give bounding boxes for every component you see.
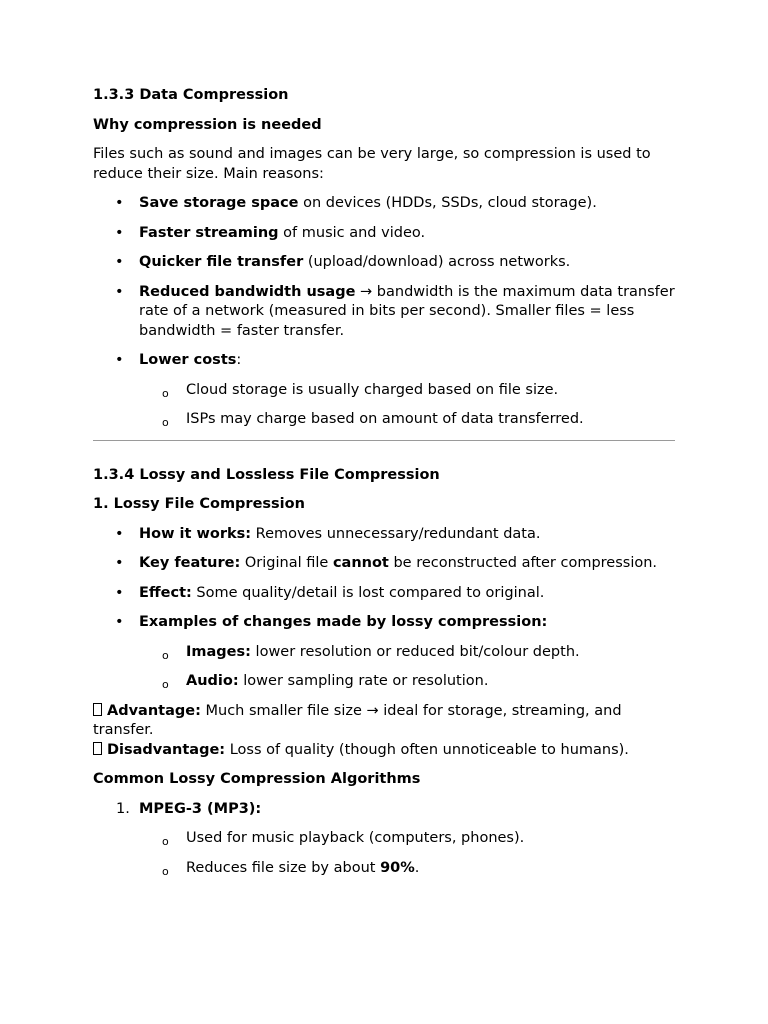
bullet-marker: • xyxy=(115,555,124,571)
bullet-marker: • xyxy=(115,614,124,630)
list-item xyxy=(93,253,675,273)
reason-title: Reduced bandwidth usage xyxy=(139,283,356,300)
subheading-algorithms: Common Lossy Compression Algorithms xyxy=(93,771,421,787)
bullet-marker: • xyxy=(115,254,124,270)
section-heading-lossy-lossless: 1.3.4 Lossy and Lossless File Compression xyxy=(93,466,440,483)
reason-text: on devices (HDDs, SSDs, cloud storage). xyxy=(298,195,597,211)
bullet-marker: • xyxy=(115,525,124,542)
sub-list-item xyxy=(93,381,675,401)
point-text: Some quality/detail is lost compared to original. xyxy=(191,584,545,601)
list-item xyxy=(93,283,675,342)
sub-list-item xyxy=(93,410,675,430)
list-item xyxy=(93,351,675,371)
list-item xyxy=(93,194,675,214)
mp3-point-tail: . xyxy=(414,859,420,876)
algorithms-list xyxy=(93,800,675,879)
advantage-text: Much smaller file size → ideal for storage, streaming, and transfer. xyxy=(93,702,622,738)
point-title: Effect: xyxy=(139,584,192,601)
point-title: How it works: xyxy=(139,525,252,542)
subheading-lossy: 1. Lossy File Compression xyxy=(93,496,305,512)
bullet-marker: • xyxy=(115,352,124,368)
sub-bullet-marker: o xyxy=(162,386,169,400)
sub-list-item xyxy=(93,829,675,849)
advantage-line xyxy=(93,702,675,741)
list-item xyxy=(93,584,675,604)
reason-title: Lower costs xyxy=(139,352,237,368)
horizontal-divider xyxy=(93,440,675,441)
point-text: Removes unnecessary/redundant data. xyxy=(251,525,541,542)
point-text-tail: be reconstructed after compression. xyxy=(388,555,658,571)
intro-paragraph: Files such as sound and images can be very large, so compression is used to reduce their size. Main reasons: xyxy=(93,146,651,182)
sub-bullet-marker: o xyxy=(162,416,169,429)
mp3-point-emphasis: 90% xyxy=(380,859,415,876)
reason-text: : xyxy=(236,352,242,368)
sub-list-item xyxy=(93,672,675,692)
reason-title: Faster streaming xyxy=(139,224,279,241)
reason-title: Quicker file transfer xyxy=(139,254,304,270)
reasons-list xyxy=(93,194,675,430)
missing-glyph-icon xyxy=(93,742,102,755)
reason-title: Save storage space xyxy=(139,195,299,211)
example-title: Audio: xyxy=(186,673,239,689)
list-item xyxy=(93,224,675,244)
missing-glyph-icon xyxy=(93,703,102,716)
list-item xyxy=(93,800,675,820)
document-body xyxy=(93,86,675,888)
reason-text: → bandwidth is the maximum data transfer rate of a network (measured in bits per second). Smaller files = less bandwidth = faster transfer. xyxy=(139,283,675,339)
list-number: 1. xyxy=(116,800,130,817)
lossy-points-list xyxy=(93,525,675,692)
point-text: Original file xyxy=(240,555,333,571)
example-text: lower sampling rate or resolution. xyxy=(238,673,489,689)
disadvantage-line xyxy=(93,741,675,761)
mp3-point-text: Reduces file size by about xyxy=(186,859,381,876)
bullet-marker: • xyxy=(115,283,124,300)
point-title: Examples of changes made by lossy compression: xyxy=(139,614,548,630)
algorithm-name: MPEG-3 (MP3): xyxy=(139,800,262,817)
sub-bullet-marker: o xyxy=(162,648,169,662)
reason-text: (upload/download) across networks. xyxy=(303,254,571,270)
disadvantage-text: Loss of quality (though often unnoticeable to humans). xyxy=(225,741,629,758)
sub-point-text: ISPs may charge based on amount of data transferred. xyxy=(186,411,584,427)
point-emphasis: cannot xyxy=(332,555,389,571)
sub-list-item xyxy=(93,643,675,663)
bullet-marker: • xyxy=(115,224,124,241)
bullet-marker: • xyxy=(115,584,124,601)
point-title: Key feature: xyxy=(139,555,241,571)
advantage-label: Advantage: xyxy=(107,702,201,719)
sub-bullet-marker: o xyxy=(162,678,169,691)
mp3-point-text: Used for music playback (computers, phones). xyxy=(186,830,525,846)
list-item xyxy=(93,554,675,574)
reason-text: of music and video. xyxy=(278,224,426,241)
subheading-why-compression: Why compression is needed xyxy=(93,116,322,133)
list-item xyxy=(93,525,675,545)
bullet-marker: • xyxy=(115,195,124,211)
example-title: Images: xyxy=(186,643,251,660)
sub-bullet-marker: o xyxy=(162,835,169,848)
section-heading-data-compression: 1.3.3 Data Compression xyxy=(93,87,289,103)
sub-point-text: Cloud storage is usually charged based on file size. xyxy=(186,381,559,398)
disadvantage-label: Disadvantage: xyxy=(107,741,226,758)
sub-list-item xyxy=(93,859,675,879)
example-text: lower resolution or reduced bit/colour depth. xyxy=(250,643,580,660)
list-item xyxy=(93,613,675,633)
sub-bullet-marker: o xyxy=(162,864,169,878)
